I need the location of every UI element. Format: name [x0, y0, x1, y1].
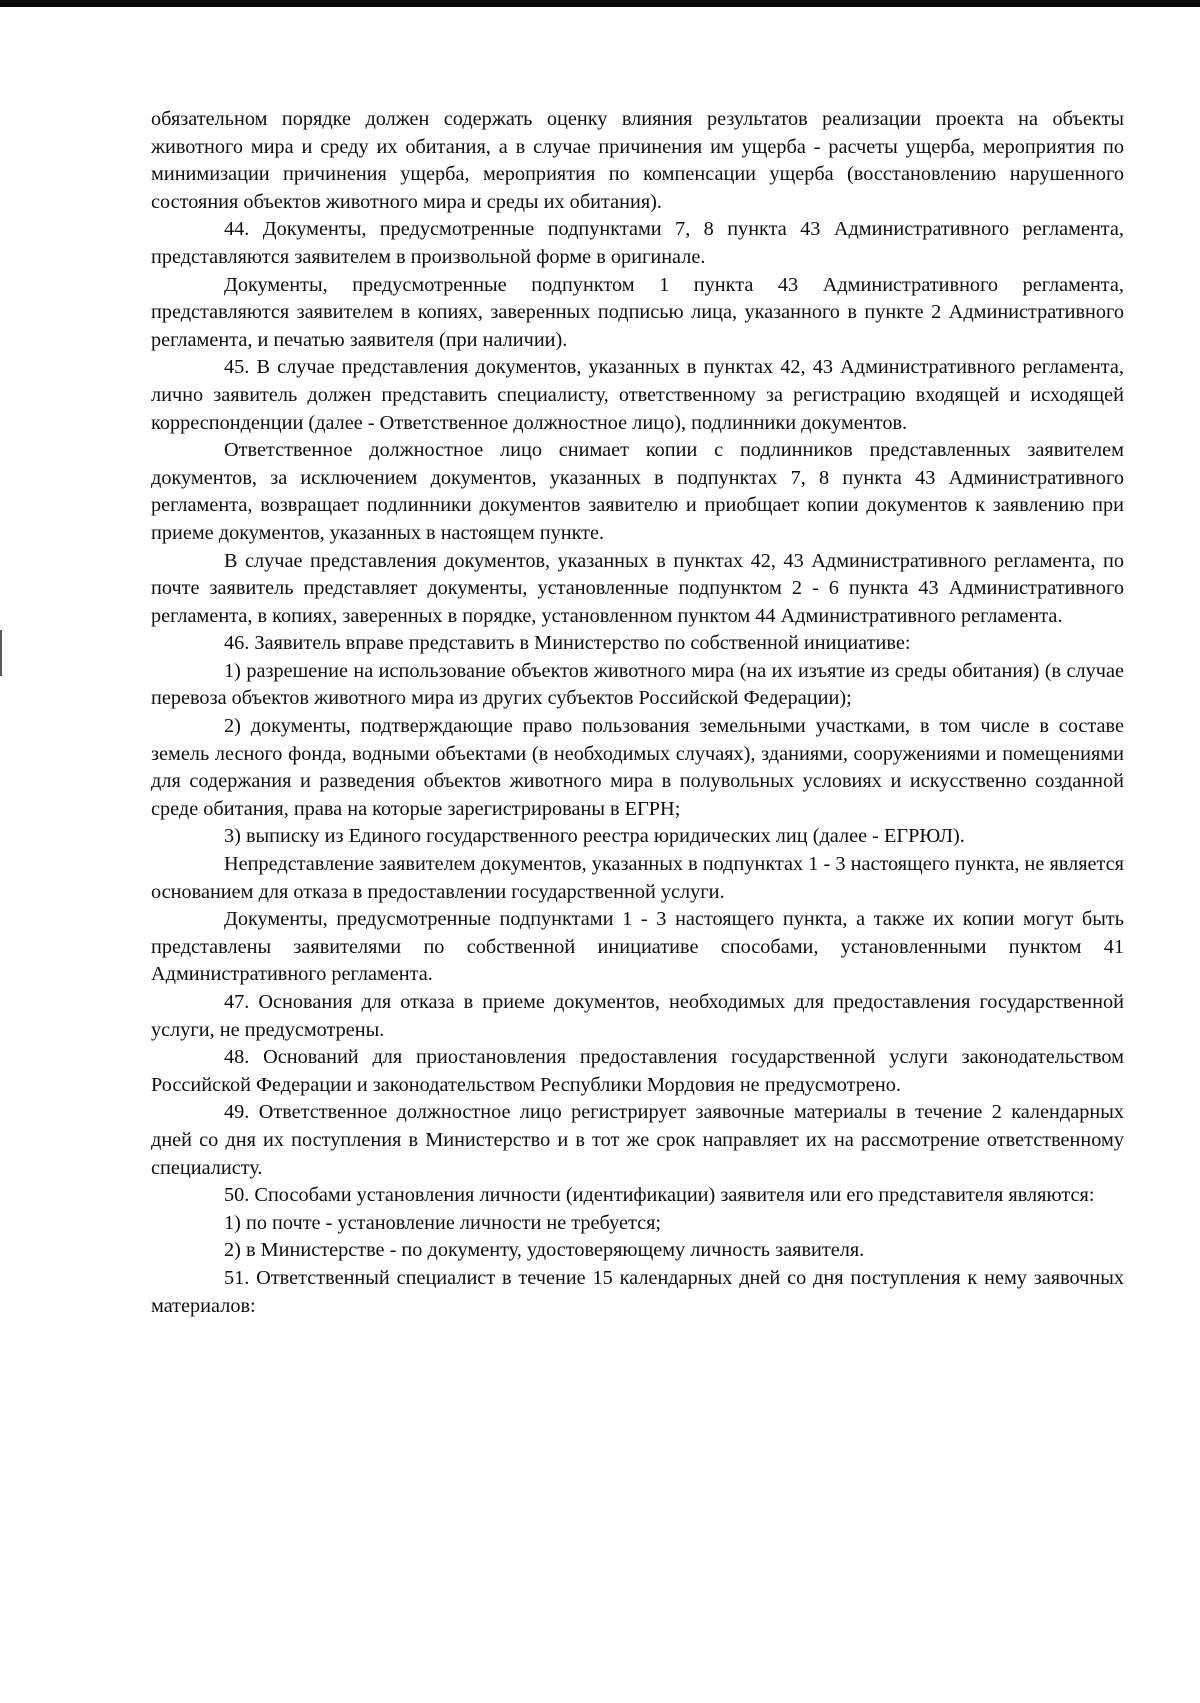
paragraph-50: 50. Способами установления личности (идентификации) заявителя или его представителя являются:	[224, 1184, 1095, 1207]
paragraph-50-item-2: 2) в Министерстве - по документу, удостоверяющему личность заявителя.	[224, 1239, 865, 1262]
scan-edge-mark	[0, 630, 2, 676]
paragraph-48: 48. Оснований для приостановления предоставления государственной услуги законодательством Российской Федерации и законодательством Республики Мордовия не предусмотрено.	[151, 1046, 1124, 1096]
paragraph-46-nonsubmission: Непредставление заявителем документов, указанных в подпунктах 1 - 3 настоящего пункта, не является основанием для отказа в предоставлении государственной услуги.	[151, 853, 1124, 903]
document-page	[151, 106, 1124, 1320]
paragraph-47: 47. Основания для отказа в приеме документов, необходимых для предоставления государственной услуги, не предусмотрены.	[151, 991, 1124, 1041]
scan-top-border	[0, 0, 1200, 7]
paragraph-45-post: В случае представления документов, указанных в пунктах 42, 43 Административного регламента, по почте заявитель представляет документы, установленные подпунктом 2 - 6 пункта 43 Административного регламента, в копиях, заверенных в порядке, установленном пунктом 44 Административного регламента.	[151, 549, 1124, 627]
paragraph-44-copies: Документы, предусмотренные подпунктом 1 пункта 43 Административного регламента, представляются заявителем в копиях, заверенных подписью лица, указанного в пункте 2 Административного регламента, и печатью заявителя (при наличии).	[151, 273, 1124, 351]
paragraph-50-item-1: 1) по почте - установление личности не требуется;	[224, 1211, 662, 1234]
paragraph-continuation: обязательном порядке должен содержать оценку влияния результатов реализации проекта на объекты животного мира и среду их обитания, а в случае причинения им ущерба - расчеты ущерба, мероприятия по минимизации причинения ущерба, мероприятия по компенсации ущерба (восстановлению нарушенного состояния объектов животного мира и среды их обитания).	[151, 108, 1124, 213]
paragraph-45-copies: Ответственное должностное лицо снимает копии с подлинников представленных заявителем документов, за исключением документов, указанных в подпунктах 7, 8 пункта 43 Административного регламента, возвращает подлинники документов заявителю и приобщает копии документов к заявлению при приеме документов, указанных в настоящем пункте.	[151, 439, 1124, 544]
paragraph-51: 51. Ответственный специалист в течение 15 календарных дней со дня поступления к нему заявочных материалов:	[151, 1266, 1124, 1317]
paragraph-46-item-3: 3) выписку из Единого государственного реестра юридических лиц (далее - ЕГРЮЛ).	[224, 825, 965, 848]
paragraph-44: 44. Документы, предусмотренные подпунктами 7, 8 пункта 43 Административного регламента, представляются заявителем в произвольной форме в оригинале.	[151, 218, 1124, 268]
paragraph-46-submission-methods: Документы, предусмотренные подпунктами 1 - 3 настоящего пункта, а также их копии могут быть представлены заявителями по собственной инициативе способами, установленными пунктом 41 Административного регламента.	[151, 908, 1124, 986]
paragraph-49: 49. Ответственное должностное лицо регистрирует заявочные материалы в течение 2 календарных дней со дня их поступления в Министерство и в тот же срок направляет их на рассмотрение ответственному специалисту.	[151, 1101, 1124, 1179]
paragraph-45: 45. В случае представления документов, указанных в пунктах 42, 43 Административного регламента, лично заявитель должен представить специалисту, ответственному за регистрацию входящей и исходящей корреспонденции (далее - Ответственное должностное лицо), подлинники документов.	[151, 356, 1124, 434]
paragraph-46-item-2: 2) документы, подтверждающие право пользования земельными участками, в том числе в составе земель лесного фонда, водными объектами (в необходимых случаях), зданиями, сооружениями и помещениями для содержания и разведения объектов животного мира в полувольных условиях и искусственно созданной среде обитания, права на которые зарегистрированы в ЕГРН;	[151, 715, 1124, 820]
paragraph-46-item-1: 1) разрешение на использование объектов животного мира (на их изъятие из среды обитания) (в случае перевоза объектов животного мира из других субъектов Российской Федерации);	[151, 659, 1124, 710]
paragraph-46: 46. Заявитель вправе представить в Министерство по собственной инициативе:	[224, 632, 911, 655]
